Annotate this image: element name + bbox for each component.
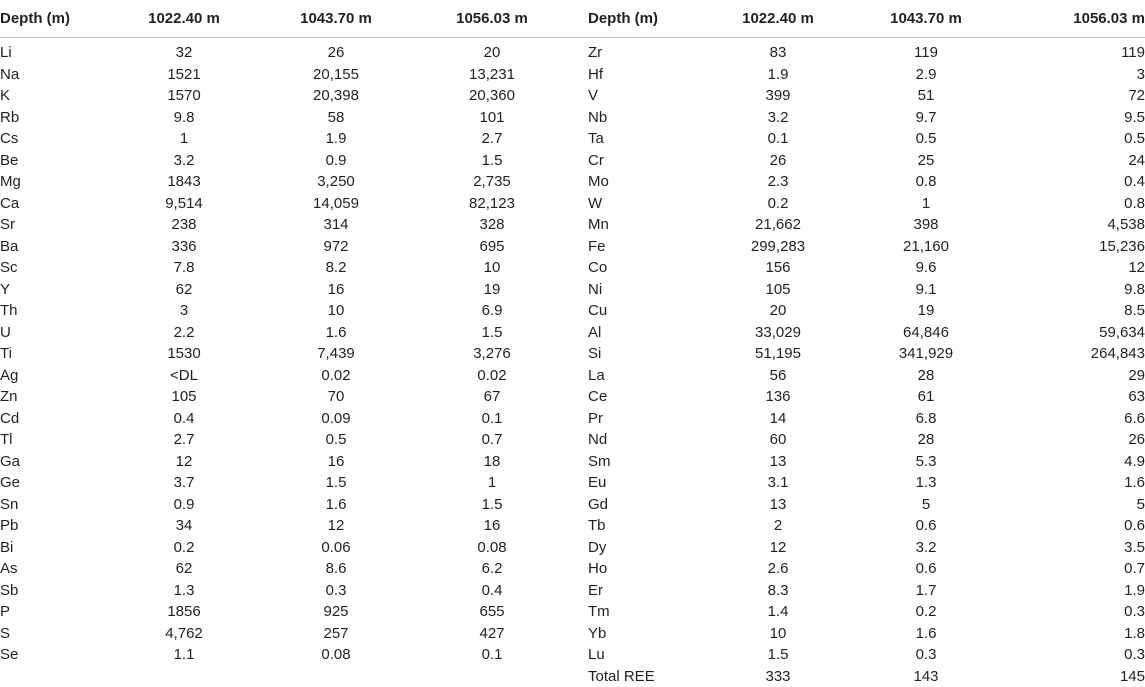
value-1043-left: 58 bbox=[327, 108, 345, 126]
value-1056-right: 5 bbox=[1136, 495, 1145, 513]
value-1022-left: 12 bbox=[175, 452, 193, 470]
table-row bbox=[0, 193, 1145, 215]
value-1022-left: 62 bbox=[175, 280, 193, 298]
value-1056-right: 1.8 bbox=[1124, 624, 1145, 642]
value-1022-left bbox=[108, 666, 260, 687]
element-right: Cu bbox=[588, 302, 608, 319]
element-left: Tl bbox=[0, 431, 13, 448]
value-1022-right: 2.6 bbox=[767, 560, 789, 577]
value-1022-left: 1521 bbox=[167, 65, 201, 83]
value-1022-right: 21,662 bbox=[755, 216, 801, 233]
value-1056-left: 82,123 bbox=[469, 194, 515, 212]
value-1022-left: 2.2 bbox=[173, 323, 195, 341]
value-1043-left: 0.9 bbox=[325, 151, 347, 169]
value-1043-left: 0.08 bbox=[321, 646, 351, 663]
value-1022-left: 32 bbox=[175, 44, 193, 61]
element-left: P bbox=[0, 603, 11, 620]
element-right: Pr bbox=[588, 409, 603, 427]
value-1043-right: 0.6 bbox=[915, 560, 937, 577]
element-right: W bbox=[588, 194, 603, 212]
value-1043-right: 64,846 bbox=[903, 323, 949, 341]
table-row bbox=[0, 150, 1145, 172]
value-1056-right: 145 bbox=[1119, 667, 1145, 685]
value-1043-left: 0.5 bbox=[325, 431, 347, 448]
value-1022-left: 9.8 bbox=[173, 108, 195, 126]
table-row bbox=[0, 171, 1145, 193]
value-1056-left: 0.02 bbox=[477, 366, 507, 384]
element-right: Ni bbox=[588, 280, 603, 298]
value-1056-right: 26 bbox=[1128, 431, 1145, 448]
element-left: Ag bbox=[0, 366, 19, 384]
value-1022-right: 3.2 bbox=[767, 108, 789, 126]
element-left: Se bbox=[0, 646, 19, 663]
element-right: Eu bbox=[588, 474, 607, 491]
value-1056-right: 12 bbox=[1128, 259, 1145, 276]
element-left: Ga bbox=[0, 452, 21, 470]
value-1022-right: 105 bbox=[765, 280, 791, 298]
value-1022-left: <DL bbox=[170, 366, 198, 384]
table-row bbox=[0, 107, 1145, 129]
value-1043-left: 8.2 bbox=[325, 259, 347, 276]
element-left: Be bbox=[0, 151, 19, 169]
value-1022-left: 3.7 bbox=[173, 474, 195, 491]
value-1022-left: 0.4 bbox=[173, 409, 195, 427]
element-left: Sb bbox=[0, 581, 19, 599]
value-1022-right: 136 bbox=[765, 388, 791, 405]
value-1043-right: 1.3 bbox=[915, 474, 937, 491]
value-1056-right: 119 bbox=[1121, 44, 1145, 61]
value-1056-right: 0.3 bbox=[1124, 646, 1145, 663]
value-1022-left: 4,762 bbox=[165, 624, 203, 642]
value-1056-right: 4.9 bbox=[1124, 452, 1145, 470]
value-1043-right: 19 bbox=[917, 302, 935, 319]
value-1056-left: 695 bbox=[479, 237, 505, 255]
value-1056-left: 1.5 bbox=[481, 323, 503, 341]
element-right: Nb bbox=[588, 108, 608, 126]
value-1022-left: 62 bbox=[175, 560, 193, 577]
table-row bbox=[0, 257, 1145, 279]
value-1022-right: 8.3 bbox=[767, 581, 789, 599]
value-1043-right: 21,160 bbox=[903, 237, 949, 255]
value-1022-left: 0.9 bbox=[173, 495, 195, 513]
element-left: Mg bbox=[0, 173, 21, 190]
table-row bbox=[0, 644, 1145, 666]
value-1043-right: 143 bbox=[913, 667, 939, 685]
value-1056-left: 16 bbox=[483, 517, 501, 534]
value-1022-left: 1530 bbox=[167, 345, 201, 362]
value-1056-right: 9.8 bbox=[1124, 280, 1145, 298]
element-right: Sm bbox=[588, 452, 611, 470]
value-1056-left: 13,231 bbox=[469, 65, 515, 83]
value-1043-left: 70 bbox=[327, 388, 345, 405]
element-left: Sc bbox=[0, 259, 18, 276]
value-1056-right: 1.6 bbox=[1124, 474, 1145, 491]
value-1056-left: 1 bbox=[487, 474, 497, 491]
value-1022-right: 1.4 bbox=[767, 603, 789, 620]
value-1022-left: 1570 bbox=[167, 87, 201, 104]
element-left bbox=[0, 666, 108, 687]
element-left: As bbox=[0, 560, 18, 577]
value-1043-left: 925 bbox=[323, 603, 349, 620]
value-1022-left: 3.2 bbox=[173, 151, 195, 169]
element-right: Yb bbox=[588, 624, 607, 642]
element-right: Al bbox=[588, 323, 602, 341]
value-1022-right: 13 bbox=[769, 495, 787, 513]
value-1022-right: 60 bbox=[769, 431, 787, 448]
value-1056-left: 427 bbox=[479, 624, 505, 642]
header-1022-left: 1022.40 m bbox=[108, 0, 260, 38]
element-right: Co bbox=[588, 259, 608, 276]
value-1022-right: 83 bbox=[769, 44, 787, 61]
value-1043-left: 16 bbox=[327, 280, 345, 298]
value-1043-right: 51 bbox=[917, 87, 935, 104]
value-1022-right: 399 bbox=[765, 87, 791, 104]
value-1043-right: 1.6 bbox=[915, 624, 937, 642]
table-row bbox=[0, 365, 1145, 387]
value-1022-right: 12 bbox=[769, 538, 787, 556]
table-row bbox=[0, 85, 1145, 107]
value-1022-right: 13 bbox=[769, 452, 787, 470]
table-row bbox=[0, 451, 1145, 473]
value-1043-right: 398 bbox=[913, 216, 939, 233]
value-1022-left: 7.8 bbox=[173, 259, 195, 276]
value-1056-right: 9.5 bbox=[1124, 108, 1145, 126]
element-left: Li bbox=[0, 44, 12, 61]
element-left: Ca bbox=[0, 194, 20, 212]
element-right: Total REE bbox=[588, 667, 655, 685]
value-1056-left: 20 bbox=[483, 44, 501, 61]
element-right: Ho bbox=[588, 560, 608, 577]
element-right: La bbox=[588, 366, 605, 384]
element-right: Er bbox=[588, 581, 603, 599]
value-1043-left: 1.6 bbox=[325, 323, 347, 341]
value-1022-left: 1843 bbox=[167, 173, 201, 190]
value-1056-left: 0.08 bbox=[477, 538, 507, 556]
value-1043-right: 28 bbox=[917, 431, 935, 448]
value-1043-right: 9.7 bbox=[915, 108, 937, 126]
value-1056-left: 1.5 bbox=[481, 495, 503, 513]
table-row bbox=[0, 429, 1145, 451]
element-right: V bbox=[588, 87, 599, 104]
element-left: Y bbox=[0, 280, 11, 298]
value-1043-right: 9.6 bbox=[915, 259, 937, 276]
element-left: Ba bbox=[0, 237, 19, 255]
value-1022-right: 33,029 bbox=[755, 323, 801, 341]
value-1022-right: 10 bbox=[769, 624, 787, 642]
element-left: Rb bbox=[0, 108, 20, 126]
value-1056-right: 3 bbox=[1136, 65, 1145, 83]
value-1056-right: 6.6 bbox=[1124, 409, 1145, 427]
value-1043-right: 2.9 bbox=[915, 65, 937, 83]
value-1056-right: 4,538 bbox=[1107, 216, 1145, 233]
value-1043-left: 0.3 bbox=[325, 581, 347, 599]
value-1043-left: 3,250 bbox=[317, 173, 355, 190]
table-header bbox=[0, 0, 1145, 38]
value-1022-right: 156 bbox=[765, 259, 791, 276]
table-row bbox=[0, 38, 1145, 64]
value-1043-left: 1.9 bbox=[325, 130, 347, 147]
table-row bbox=[0, 580, 1145, 602]
value-1056-right: 3.5 bbox=[1124, 538, 1145, 556]
table-row bbox=[0, 300, 1145, 322]
value-1022-right: 2.3 bbox=[767, 173, 789, 190]
value-1056-right: 59,634 bbox=[1099, 323, 1145, 341]
value-1022-left: 2.7 bbox=[173, 431, 195, 448]
element-right: Tm bbox=[588, 603, 610, 620]
value-1043-right: 5.3 bbox=[915, 452, 937, 470]
value-1043-left: 7,439 bbox=[317, 345, 355, 362]
table-body bbox=[0, 38, 1145, 687]
value-1043-left: 0.09 bbox=[321, 409, 351, 427]
value-1056-right: 63 bbox=[1128, 388, 1145, 405]
table-row bbox=[0, 322, 1145, 344]
value-1022-left: 34 bbox=[175, 517, 193, 534]
header-row bbox=[0, 0, 1145, 38]
value-1056-left: 67 bbox=[483, 388, 501, 405]
value-1056-left: 3,276 bbox=[473, 345, 511, 362]
value-1022-left: 1.3 bbox=[173, 581, 195, 599]
table-row bbox=[0, 386, 1145, 408]
value-1043-right: 5 bbox=[921, 495, 931, 513]
element-right: Zr bbox=[588, 44, 603, 61]
element-left: S bbox=[0, 624, 11, 642]
table-row bbox=[0, 64, 1145, 86]
value-1043-left: 257 bbox=[323, 624, 349, 642]
element-left: Ti bbox=[0, 345, 12, 362]
element-right: Dy bbox=[588, 538, 607, 556]
value-1022-left: 1.1 bbox=[173, 646, 195, 663]
value-1022-left: 9,514 bbox=[165, 194, 203, 212]
value-1022-right: 1.5 bbox=[767, 646, 789, 663]
value-1056-left: 20,360 bbox=[469, 87, 515, 104]
value-1056-left: 2.7 bbox=[481, 130, 503, 147]
value-1043-right: 0.6 bbox=[915, 517, 937, 534]
value-1056-left: 10 bbox=[483, 259, 501, 276]
element-right: Tb bbox=[588, 517, 606, 534]
header-depth-left: Depth (m) bbox=[0, 0, 108, 38]
element-left: U bbox=[0, 323, 11, 341]
value-1022-left: 1 bbox=[179, 130, 189, 147]
value-1043-left: 0.06 bbox=[321, 538, 351, 556]
table-row bbox=[0, 128, 1145, 150]
value-1056-right: 15,236 bbox=[1099, 237, 1145, 255]
value-1056-right: 29 bbox=[1128, 366, 1145, 384]
value-1043-left: 14,059 bbox=[313, 194, 359, 212]
table-row bbox=[0, 279, 1145, 301]
element-right: Gd bbox=[588, 495, 609, 513]
value-1056-left: 19 bbox=[483, 280, 501, 298]
value-1043-right: 6.8 bbox=[915, 409, 937, 427]
value-1022-left: 105 bbox=[171, 388, 197, 405]
value-1056-left: 6.9 bbox=[481, 302, 503, 319]
value-1056-left: 2,735 bbox=[473, 173, 511, 190]
value-1056-right: 0.5 bbox=[1124, 130, 1145, 147]
table-row bbox=[0, 408, 1145, 430]
value-1043-left: 12 bbox=[327, 517, 345, 534]
element-left: Zn bbox=[0, 388, 18, 405]
value-1043-right: 0.2 bbox=[915, 603, 937, 620]
value-1043-left: 1.6 bbox=[325, 495, 347, 513]
value-1056-left: 0.7 bbox=[481, 431, 503, 448]
table-row bbox=[0, 666, 1145, 687]
value-1022-left: 238 bbox=[171, 216, 197, 233]
header-1022-right: 1022.40 m bbox=[704, 0, 852, 38]
value-1056-right: 0.4 bbox=[1124, 173, 1145, 190]
element-left: Cd bbox=[0, 409, 20, 427]
element-right: Hf bbox=[588, 65, 603, 83]
value-1056-right: 8.5 bbox=[1124, 302, 1145, 319]
element-left: Sn bbox=[0, 495, 19, 513]
element-left: Bi bbox=[0, 538, 14, 556]
table-row bbox=[0, 214, 1145, 236]
value-1043-right: 119 bbox=[914, 44, 938, 61]
element-right: Nd bbox=[588, 431, 608, 448]
header-1056-right: 1056.03 m bbox=[1000, 0, 1145, 38]
value-1056-left: 1.5 bbox=[481, 151, 503, 169]
header-1056-left: 1056.03 m bbox=[412, 0, 572, 38]
value-1056-left: 0.4 bbox=[481, 581, 503, 599]
value-1056-left: 101 bbox=[479, 108, 505, 126]
element-right: Ce bbox=[588, 388, 608, 405]
value-1022-left: 0.2 bbox=[173, 538, 195, 556]
header-1043-right: 1043.70 m bbox=[852, 0, 1000, 38]
value-1022-right: 56 bbox=[769, 366, 787, 384]
value-1043-left: 314 bbox=[323, 216, 349, 233]
element-right: Lu bbox=[588, 646, 605, 663]
value-1056-left: 6.2 bbox=[481, 560, 503, 577]
element-left: Na bbox=[0, 65, 20, 83]
value-1043-left: 1.5 bbox=[325, 474, 347, 491]
value-1022-right: 0.2 bbox=[767, 194, 789, 212]
element-right: Fe bbox=[588, 237, 606, 255]
value-1056-right: 264,843 bbox=[1090, 345, 1145, 362]
table-row bbox=[0, 515, 1145, 537]
element-left: Cs bbox=[0, 130, 19, 147]
value-1022-right: 14 bbox=[769, 409, 787, 427]
value-1043-right: 0.3 bbox=[915, 646, 937, 663]
table-row bbox=[0, 623, 1145, 645]
value-1043-right: 3.2 bbox=[915, 538, 937, 556]
value-1056-right: 72 bbox=[1128, 87, 1145, 104]
value-1022-left: 1856 bbox=[167, 603, 201, 620]
value-1022-right: 1.9 bbox=[767, 65, 789, 83]
value-1043-right: 61 bbox=[917, 388, 935, 405]
value-1043-left: 20,155 bbox=[313, 65, 359, 83]
value-1043-right: 341,929 bbox=[898, 345, 954, 362]
table-row bbox=[0, 472, 1145, 494]
element-right: Ta bbox=[588, 130, 604, 147]
value-1022-right: 26 bbox=[769, 151, 787, 169]
value-1022-right: 51,195 bbox=[755, 345, 801, 362]
value-1022-right: 299,283 bbox=[750, 237, 806, 255]
value-1056-right: 0.3 bbox=[1124, 603, 1145, 620]
value-1056-left: 0.1 bbox=[481, 409, 503, 427]
value-1022-right: 333 bbox=[765, 667, 791, 685]
value-1043-left: 0.02 bbox=[321, 366, 351, 384]
value-1043-right: 1.7 bbox=[915, 581, 937, 599]
value-1056-left: 655 bbox=[479, 603, 505, 620]
element-right: Si bbox=[588, 345, 602, 362]
element-right: Cr bbox=[588, 151, 604, 169]
value-1043-right: 9.1 bbox=[915, 280, 937, 298]
table-row bbox=[0, 537, 1145, 559]
value-1043-right: 25 bbox=[917, 151, 935, 169]
table-row bbox=[0, 494, 1145, 516]
table-row bbox=[0, 236, 1145, 258]
value-1022-right: 20 bbox=[769, 302, 787, 319]
value-1056-right: 0.6 bbox=[1124, 517, 1145, 534]
element-left: Th bbox=[0, 302, 18, 319]
value-1056-left: 18 bbox=[483, 452, 501, 470]
value-1043-left: 8.6 bbox=[325, 560, 347, 577]
value-1022-right: 2 bbox=[773, 517, 783, 534]
value-1043-left: 972 bbox=[323, 237, 349, 255]
value-1043-right: 1 bbox=[921, 194, 931, 212]
value-1056-right: 24 bbox=[1128, 151, 1145, 169]
table-row bbox=[0, 343, 1145, 365]
value-1043-left: 20,398 bbox=[313, 87, 359, 104]
value-1043-right: 0.8 bbox=[915, 173, 937, 190]
value-1056-left bbox=[412, 666, 572, 687]
value-1056-left: 328 bbox=[479, 216, 505, 233]
value-1043-left: 16 bbox=[327, 452, 345, 470]
element-right: Mn bbox=[588, 216, 609, 233]
value-1056-right: 1.9 bbox=[1124, 581, 1145, 599]
element-left: K bbox=[0, 87, 11, 104]
value-1043-right: 28 bbox=[917, 366, 935, 384]
value-1056-left: 0.1 bbox=[481, 646, 503, 663]
value-1056-right: 0.8 bbox=[1124, 194, 1145, 212]
value-1043-left bbox=[260, 666, 412, 687]
value-1022-right: 3.1 bbox=[767, 474, 789, 491]
value-1022-left: 336 bbox=[171, 237, 197, 255]
value-1022-left: 3 bbox=[179, 302, 189, 319]
value-1043-left: 26 bbox=[327, 44, 345, 61]
value-1043-right: 0.5 bbox=[915, 130, 937, 147]
table-row bbox=[0, 601, 1145, 623]
element-left: Pb bbox=[0, 517, 19, 534]
table-row bbox=[0, 558, 1145, 580]
element-right: Mo bbox=[588, 173, 609, 190]
header-depth-right: Depth (m) bbox=[572, 0, 704, 38]
value-1043-left: 10 bbox=[327, 302, 345, 319]
value-1056-right: 0.7 bbox=[1124, 560, 1145, 577]
element-left: Ge bbox=[0, 474, 21, 491]
value-1022-right: 0.1 bbox=[767, 130, 789, 147]
element-left: Sr bbox=[0, 216, 15, 233]
header-1043-left: 1043.70 m bbox=[260, 0, 412, 38]
